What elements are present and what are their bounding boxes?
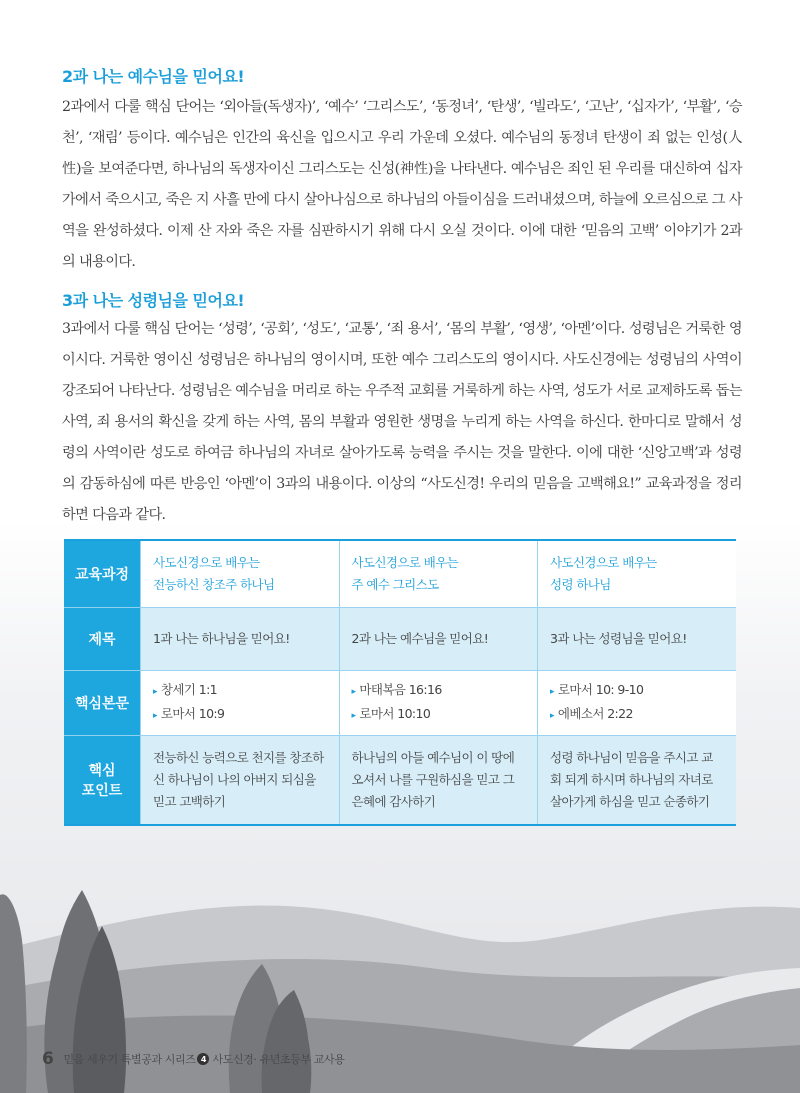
section-3-body: 3과에서 다룰 핵심 단어는 ‘성령’, ‘공회’, ‘성도’, ‘교통’, ‘죄 용서’, ‘몸의 부활’, ‘영생’, ‘아멘’이다. 성령님은 거룩한 영이시다. 거룩한 영이신 성령님은 하나님의 영이시며, 또한 예수 그리스도의 영이시다. 사도신경에는 성령님의 사역이 강조되어 나타난다. 성령님은 예수님을 머리로 하는 우주적 교회를 거룩하게 하는 사역, 성도가 서로 교제하도록 돕는 사역, 죄 용서의 확신을 갖게 하는 사역, 몸의 부활과 영원한 생명을 누리게 하는 사역을 하신다. 한마디로 말해서 성령의 사역이란 성도로 하여금 하나님의 자녀로 살아가도록 능력을 주시는 것을 말한다. 이에 대한 ‘신앙고백’과 성령의 감동하심에 따른 반응인 ‘아멘’이 3과의 내용이다. 이상의 “사도신경! 우리의 믿음을 고백해요!” 교육과정을 정리하면 다음과 같다. [62,321,742,523]
curriculum-table [64,539,736,826]
footer-subtitle: 사도신경· 유년초등부 교사용 [212,1053,345,1066]
course-cell-1 [141,540,340,608]
row-header-title: 제목 [64,608,141,671]
row-header-point-line-2: 포인트 [81,783,123,799]
bullet-icon: ▸ [550,711,554,721]
scripture-ref: 로마서 10: 9-10 [557,682,644,697]
table-row-title [64,608,736,671]
bullet-icon: ▸ [550,687,554,697]
point-cell-3: 성령 하나님이 믿음을 주시고 교회 되게 하시며 하나님의 자녀로 살아가게 하심을 믿고 순종하기 [538,736,737,826]
scripture-ref: 로마서 10:10 [359,706,431,721]
footer-series: 믿음 세우기 특별공과 시리즈 [63,1053,196,1066]
course-cell-1-line-1: 사도신경으로 배우는 [153,555,260,570]
scripture-cell-2 [339,671,538,736]
table-row-scripture [64,671,736,736]
page-footer [42,1048,344,1070]
row-header-course: 교육과정 [64,540,141,608]
section-2-body: 2과에서 다룰 핵심 단어는 ‘외아들(독생자)’, ‘예수’ ‘그리스도’, ‘동정녀’, ‘탄생’, ‘빌라도’, ‘고난’, ‘십자가’, ‘부활’, ‘승천’, ‘재림’ 등이다. 예수님은 인간의 육신을 입으시고 우리 가운데 오셨다. 예수님의 동정녀 탄생이 죄 없는 인성(人性)을 보여준다면, 하나님의 독생자이신 그리스도는 신성(神性)을 나타낸다. 예수님은 죄인 된 우리를 대신하여 십자가에서 죽으시고, 죽은 지 사흘 만에 다시 살아나심으로 하나님의 아들이심을 드러내셨으며, 하늘에 오르심으로 그 사역을 완성하셨다. 이제 산 자와 죽은 자를 심판하시기 위해 다시 오실 것이다. 이에 대한 ‘믿음의 고백’ 이야기가 2과의 내용이다. [62,99,742,270]
title-cell-1: 1과 나는 하나님을 믿어요! [141,608,340,671]
course-cell-1-line-2: 전능하신 창조주 하나님 [153,577,275,592]
course-cell-2-line-2: 주 예수 그리스도 [351,577,439,592]
series-number-badge: 4 [197,1053,209,1065]
point-cell-2: 하나님의 아들 예수님이 이 땅에 오셔서 나를 구원하심을 믿고 그 은혜에 감사하기 [339,736,538,826]
bullet-icon: ▸ [351,711,356,721]
table-row-course [64,540,736,608]
row-header-scripture: 핵심본문 [64,671,141,736]
course-cell-2-line-1: 사도신경으로 배우는 [351,555,459,570]
section-3-title: 3과 나는 성령님을 믿어요! [62,291,245,310]
course-cell-3 [538,540,737,608]
bullet-icon: ▸ [351,687,356,697]
bullet-icon: ▸ [153,711,157,721]
scripture-ref: 에베소서 2:22 [557,706,633,721]
course-cell-3-line-2: 성령 하나님 [550,577,611,592]
page-number: 6 [42,1049,54,1069]
section-2-title: 2과 나는 예수님을 믿어요! [62,67,245,86]
scripture-ref: 창세기 1:1 [160,682,218,697]
bullet-icon: ▸ [153,687,157,697]
scripture-cell-3 [538,671,737,736]
title-cell-2: 2과 나는 예수님을 믿어요! [339,608,538,671]
scripture-ref: 로마서 10:9 [160,706,225,721]
scripture-ref: 마태복음 16:16 [359,682,442,697]
title-cell-3: 3과 나는 성령님을 믿어요! [538,608,737,671]
row-header-point-line-1: 핵심 [88,763,116,779]
scripture-cell-1 [141,671,340,736]
course-cell-2 [339,540,538,608]
course-cell-3-line-1: 사도신경으로 배우는 [550,555,657,570]
point-cell-1: 전능하신 능력으로 천지를 창조하신 하나님이 나의 아버지 되심을 믿고 고백하기 [141,736,340,826]
